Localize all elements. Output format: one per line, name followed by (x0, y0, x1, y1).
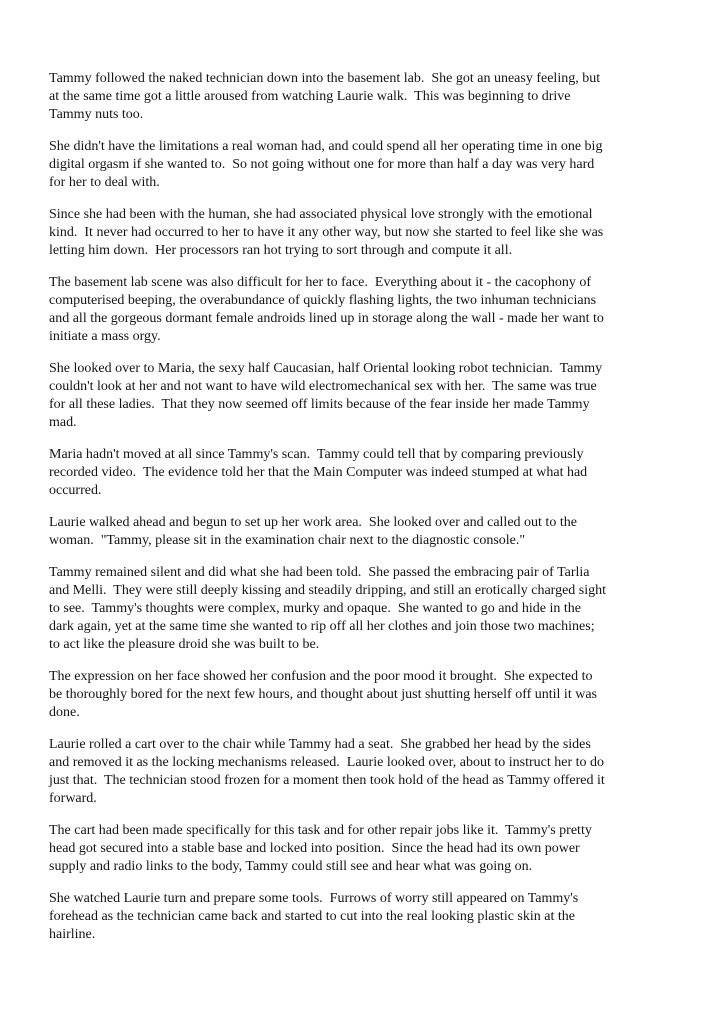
text-line: Tammy remained silent and did what she had been told. She passed the embracing pair of Tarlia (49, 565, 590, 580)
paragraph (49, 360, 689, 432)
text-line: forward. (49, 791, 97, 806)
text-line: The basement lab scene was also difficult for her to face. Everything about it - the cacophony of (49, 275, 592, 290)
text-line: and removed it as the locking mechanisms released. Laurie looked over, about to instruct her to do (49, 755, 604, 770)
text-line: The expression on her face showed her confusion and the poor mood it brought. She expected to (49, 669, 593, 684)
text-line: done. (49, 705, 80, 720)
text-column (49, 70, 689, 958)
paragraph (49, 70, 689, 124)
text-line: She looked over to Maria, the sexy half Caucasian, half Oriental looking robot technician. Tammy (49, 361, 603, 376)
text-line: She didn't have the limitations a real woman had, and could spend all her operating time in one big (49, 139, 603, 154)
text-line: for her to deal with. (49, 175, 160, 190)
paragraph (49, 564, 689, 654)
text-line: kind. It never had occurred to her to have it any other way, but now she started to feel like she was (49, 225, 604, 240)
text-line: dark again, yet at the same time she wanted to rip off all her clothes and join those two machines; (49, 619, 595, 634)
text-line: to act like the pleasure droid she was built to be. (49, 637, 320, 652)
text-line: Tammy nuts too. (49, 107, 144, 122)
paragraph (49, 822, 689, 876)
text-line: head got secured into a stable base and locked into position. Since the head had its own power (49, 841, 580, 856)
text-line: Maria hadn't moved at all since Tammy's scan. Tammy could tell that by comparing previously (49, 447, 584, 462)
text-line: Laurie rolled a cart over to the chair while Tammy had a seat. She grabbed her head by the sides (49, 737, 591, 752)
text-line: for all these ladies. That they now seemed off limits because of the fear inside her made Tammy (49, 397, 590, 412)
text-line: She watched Laurie turn and prepare some tools. Furrows of worry still appeared on Tammy's (49, 891, 579, 906)
text-line: mad. (49, 415, 77, 430)
text-line: and Melli. They were still deeply kissing and steadily dripping, and still an erotically charged sight (49, 583, 607, 598)
text-line: initiate a mass orgy. (49, 329, 161, 344)
text-line: to see. Tammy's thoughts were complex, murky and opaque. She wanted to go and hide in the (49, 601, 582, 616)
paragraph (49, 514, 689, 550)
paragraph (49, 736, 689, 808)
paragraph (49, 206, 689, 260)
text-line: Since she had been with the human, she had associated physical love strongly with the emotional (49, 207, 593, 222)
text-line: woman. "Tammy, please sit in the examination chair next to the diagnostic console." (49, 533, 526, 548)
paragraph (49, 138, 689, 192)
paragraph (49, 890, 689, 944)
text-line: just that. The technician stood frozen for a moment then took hold of the head as Tammy offered it (49, 773, 605, 788)
text-line: couldn't look at her and not want to have wild electromechanical sex with her. The same was true (49, 379, 597, 394)
text-line: recorded video. The evidence told her that the Main Computer was indeed stumped at what had (49, 465, 588, 480)
text-line: computerised beeping, the overabundance of quickly flashing lights, the two inhuman technicians (49, 293, 597, 308)
text-line: at the same time got a little aroused from watching Laurie walk. This was beginning to drive (49, 89, 571, 104)
paragraph (49, 274, 689, 346)
text-line: supply and radio links to the body, Tammy could still see and hear what was going on. (49, 859, 533, 874)
text-line: occurred. (49, 483, 102, 498)
paragraph (49, 668, 689, 722)
text-line: Tammy followed the naked technician down into the basement lab. She got an uneasy feeling, but (49, 71, 601, 86)
text-line: The cart had been made specifically for this task and for other repair jobs like it. Tammy's pretty (49, 823, 592, 838)
text-line: and all the gorgeous dormant female androids lined up in storage along the wall - made her want to (49, 311, 604, 326)
text-line: be thoroughly bored for the next few hours, and thought about just shutting herself off until it was (49, 687, 597, 702)
text-line: hairline. (49, 927, 96, 942)
text-line: forehead as the technician came back and started to cut into the real looking plastic skin at the (49, 909, 575, 924)
text-line: digital orgasm if she wanted to. So not going without one for more than half a day was very hard (49, 157, 595, 172)
paragraph (49, 446, 689, 500)
text-line: letting him down. Her processors ran hot trying to sort through and compute it all. (49, 243, 513, 258)
text-line: Laurie walked ahead and begun to set up her work area. She looked over and called out to the (49, 515, 577, 530)
